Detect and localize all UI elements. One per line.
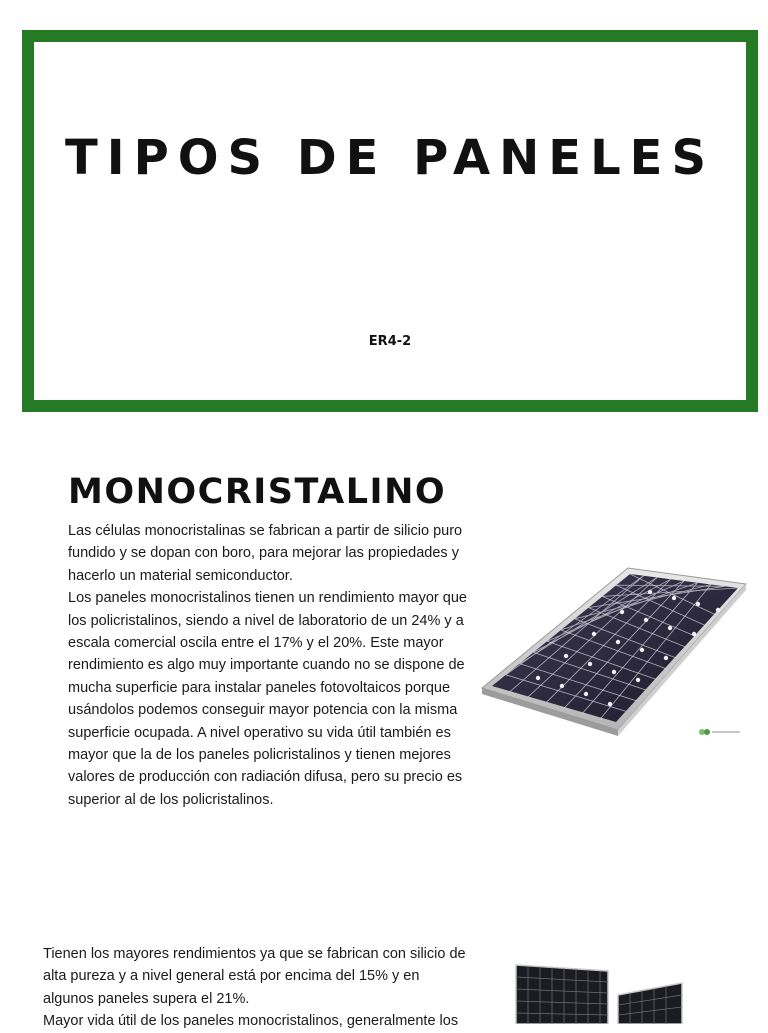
solar-panels-pair-icon: [510, 955, 690, 1024]
cover-title: TIPOS DE PANELES: [64, 130, 716, 186]
cover-slide: [22, 30, 758, 412]
cover-subtitle: ER4-2: [368, 334, 412, 349]
paragraph: Las células monocristalinas se fabrican a partir de silicio puro fundido y se dopan con boro, para mejorar las propiedades y hacerlo un material semiconductor.: [68, 523, 463, 584]
monocristalino-section: [0, 400, 768, 920]
logo-watermark-icon: [698, 726, 742, 738]
section-body: [68, 520, 474, 811]
section-body: [43, 943, 473, 1033]
paragraph: Tienen los mayores rendimientos ya que se fabrican con silicio de alta pureza y a nivel general está por encima del 15% y en algunos paneles supera el 21%.: [43, 946, 466, 1007]
paragraph: Los paneles monocristalinos tienen un rendimiento mayor que los policristalinos, siendo a nivel de laboratorio de un 24% y a escala comercial oscila entre el 17% y el 20%. Este mayor rendimiento es algo muy importante cuando no se dispone de mucha superficie para instalar paneles fotovoltaicos porque usándolos podemos conseguir mayor potencia con la misma superficie ocupada. A nivel operativo su vida útil también es mayor que la de los paneles policristalinos y tienen mejores valores de producción con radiación difusa, pero su precio es superior al de los policristalinos.: [68, 590, 467, 808]
paragraph: Mayor vida útil de los paneles monocristalinos, generalmente los: [43, 1013, 459, 1030]
section-heading: MONOCRISTALINO: [68, 472, 447, 512]
monocrystalline-solar-panel-icon: [478, 560, 750, 740]
